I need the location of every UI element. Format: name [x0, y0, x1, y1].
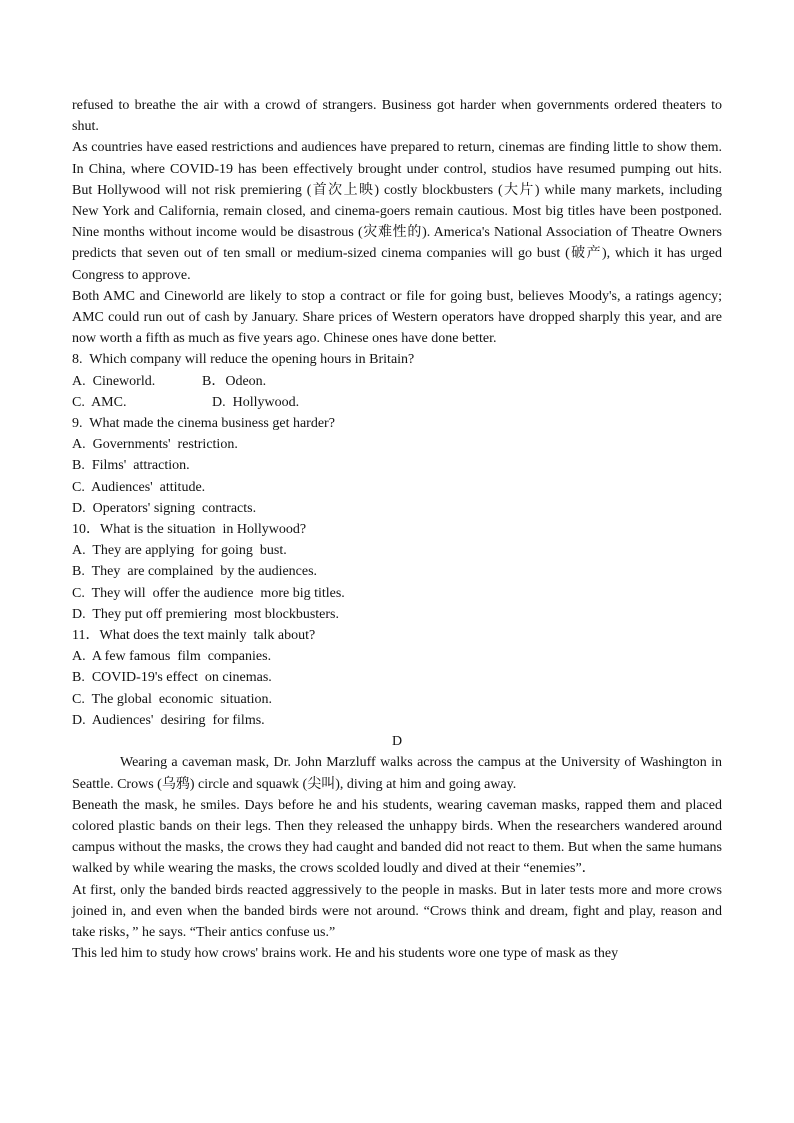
question-11: [72, 625, 722, 731]
question-9-option-d: D. Operators' signing contracts.: [72, 500, 257, 516]
passage-d-paragraph-3: At first, only the banded birds reacted aggressively to the people in masks. But in later tests more and more crows joined in, and even when the banded birds were not around. “Crows think and dream, fight and play, reason and take risks，” he says. “Their antics confuse us.”: [72, 882, 722, 940]
question-10-option-a: A. They are applying for going bust.: [72, 543, 287, 559]
question-10: [72, 519, 722, 625]
section-d-heading: D: [391, 734, 403, 750]
passage-d-paragraph-2: Beneath the mask, he smiles. Days before he and his students, wearing caveman masks, rapped them and placed colored plastic bands on their legs. Then they released the unhappy birds. When the researchers wandered around campus without the masks, the crows they had caught and banded did not react to them. But when the same humans walked by while wearing the masks, the crows scolded loudly and dived at their “enemies”．: [72, 797, 722, 877]
exam-page: [72, 95, 722, 964]
question-11-stem: 11．What does the text mainly talk about?: [72, 628, 316, 644]
question-8-options-row-1: [72, 371, 722, 392]
question-9-stem: 9. What made the cinema business get harder?: [72, 416, 335, 432]
question-9: [72, 413, 722, 519]
question-11-option-c: C. The global economic situation.: [72, 691, 272, 707]
question-10-option-b: B. They are complained by the audiences.: [72, 564, 318, 580]
question-10-stem: 10．What is the situation in Hollywood?: [72, 522, 307, 538]
question-8-stem: 8. Which company will reduce the opening hours in Britain?: [72, 352, 415, 368]
question-9-option-c: C. Audiences' attitude.: [72, 479, 206, 495]
question-11-option-d: D. Audiences' desiring for films.: [72, 712, 265, 728]
passage-c-paragraph-3: Both AMC and Cineworld are likely to stop a contract or file for going bust, believes Moody's, a ratings agency; AMC could run out of cash by January. Share prices of Western operators have dropped sharply this year, and are now worth a fifth as much as five years ago. Chinese ones have done better.: [72, 288, 722, 347]
passage-d-paragraph-1: Wearing a caveman mask, Dr. John Marzluff walks across the campus at the University of Washington in Seattle. Crows (乌鸦) circle and squawk (尖叫), diving at him and going away.: [72, 755, 722, 792]
question-8-option-d: D. Hollywood.: [212, 394, 300, 410]
question-8-option-b: B．Odeon.: [202, 373, 267, 389]
question-11-option-b: B. COVID-19's effect on cinemas.: [72, 670, 272, 686]
question-9-option-a: A. Governments' restriction.: [72, 437, 238, 453]
passage-c-paragraph-2: As countries have eased restrictions and audiences have prepared to return, cinemas are finding little to show them. In China, where COVID-19 has been effectively brought under control, studios have resumed pumping out hits. But Hollywood will not risk premiering (首次上映) costly blockbusters (大片) while many markets, including New York and California, remain closed, and cinema-goers remain cautious. Most big titles have been postponed. Nine months without income would be disastrous (灾难性的). America's National Association of Theatre Owners predicts that seven out of ten small or medium-sized cinema companies will go bust (破产), which it has urged Congress to approve.: [72, 140, 722, 283]
question-10-option-c: C. They will offer the audience more big titles.: [72, 585, 345, 601]
passage-d-paragraph-4: This led him to study how crows' brains work. He and his students wore one type of mask as they: [72, 946, 619, 962]
question-10-option-d: D. They put off premiering most blockbusters.: [72, 606, 339, 622]
question-8-options-row-2: [72, 392, 722, 413]
passage-c-paragraph-1: refused to breathe the air with a crowd of strangers. Business got harder when governments ordered theaters to shut.: [72, 98, 722, 135]
question-8: [72, 349, 722, 413]
question-8-option-a: A. Cineworld.: [72, 373, 156, 389]
question-8-option-c: C. AMC.: [72, 394, 127, 410]
question-11-option-a: A. A few famous film companies.: [72, 649, 272, 665]
question-9-option-b: B. Films' attraction.: [72, 458, 190, 474]
